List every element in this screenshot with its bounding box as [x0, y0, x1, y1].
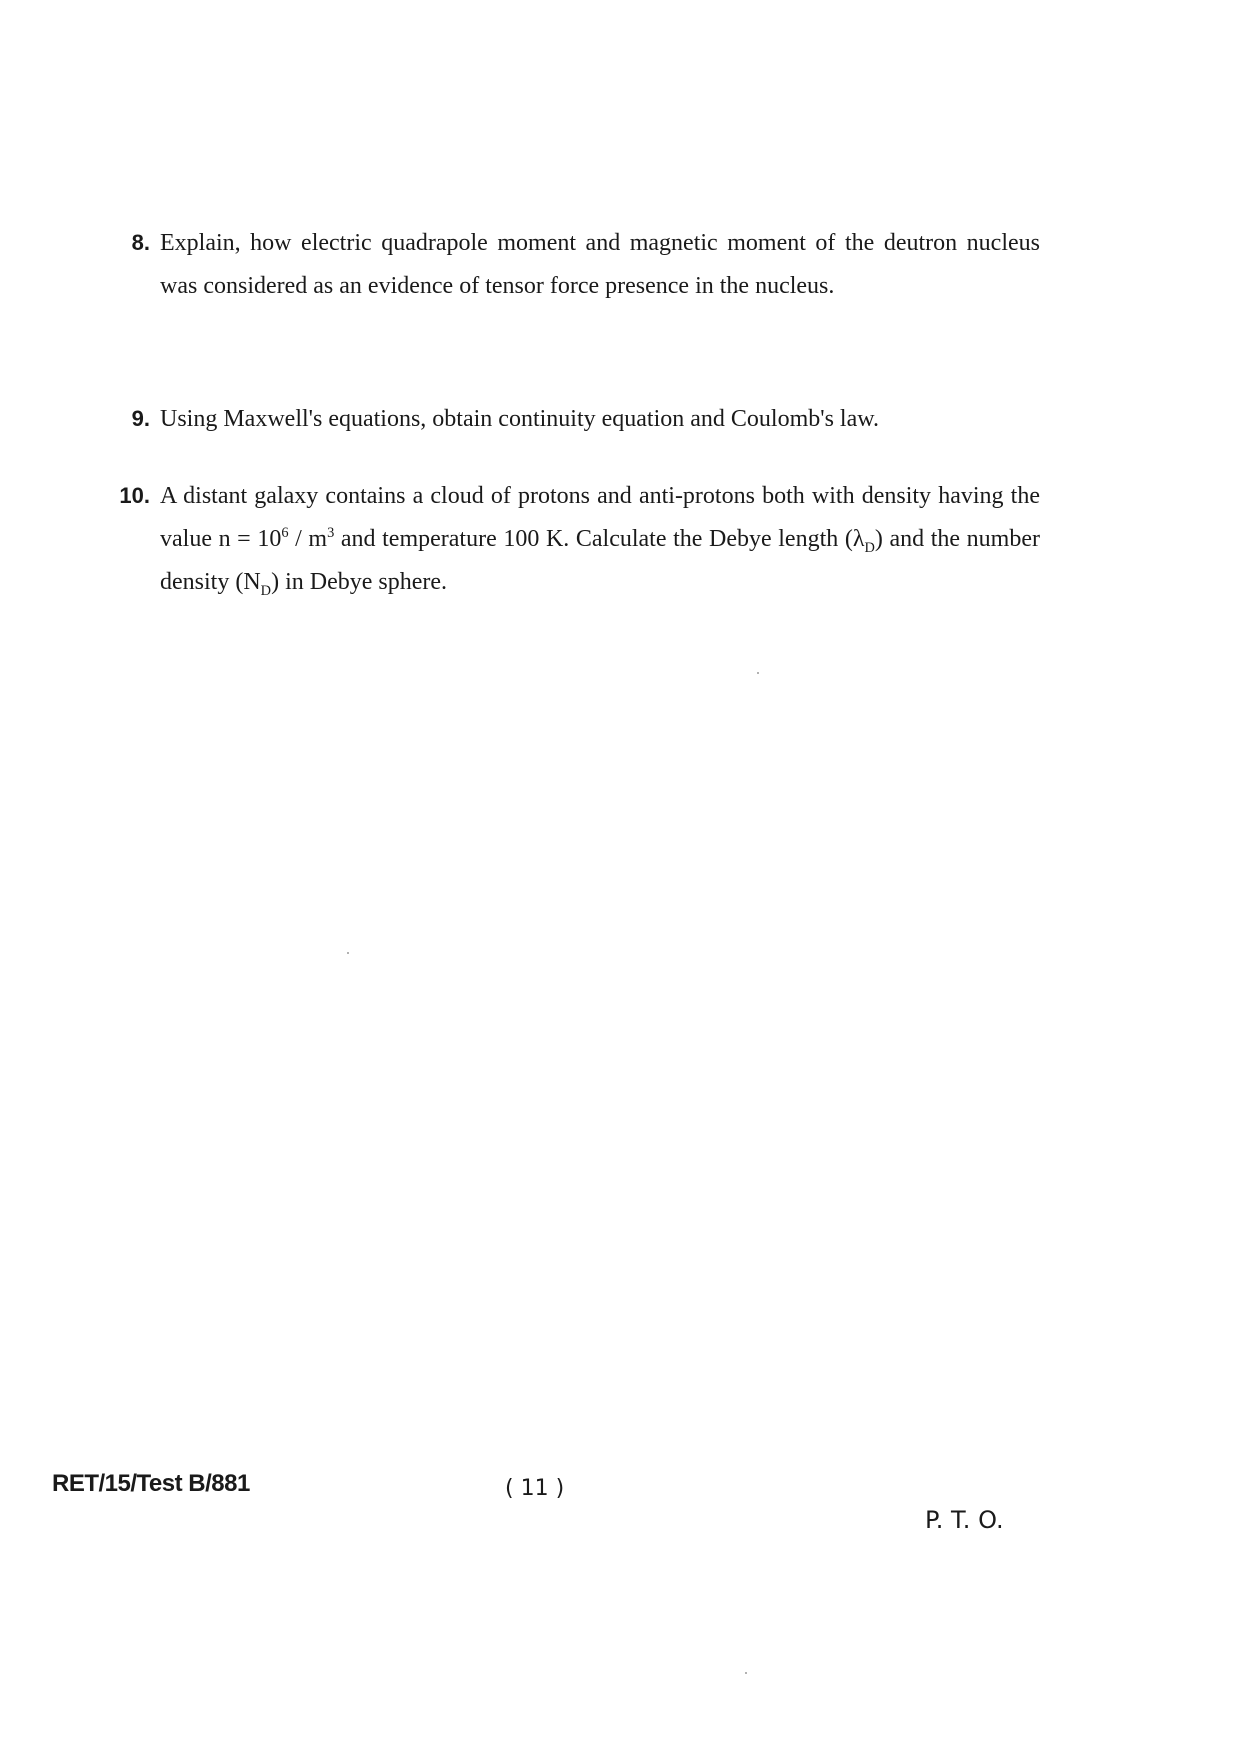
text-segment: ) in Debye sphere. — [271, 569, 448, 595]
paper-code: RET/15/Test B/881 — [52, 1470, 250, 1497]
density-unit: / m — [288, 526, 328, 552]
number-density-symbol: N — [243, 569, 261, 595]
scan-speck — [745, 1672, 747, 1674]
text-segment: A distant galaxy contains a cloud of protons and anti-protons both with density having the value — [160, 483, 1040, 552]
question-number: 10. — [119, 483, 150, 508]
question-text: Using Maxwell's equations, obtain continuity equation and Coulomb's law. — [160, 406, 880, 432]
scan-speck — [757, 672, 759, 674]
scan-speck — [347, 952, 349, 954]
question-text: Explain, how electric quadrapole moment and magnetic moment of the deutron nucleus was considered as an evidence of tensor force presence in the nucleus. — [160, 230, 1040, 299]
density-base: n = 10 — [218, 526, 282, 552]
text-segment: ) and the number density ( — [160, 526, 1040, 595]
density-exponent: 6 — [281, 525, 289, 541]
please-turn-over: P. T. O. — [925, 1506, 1004, 1534]
debye-length-symbol: λ — [852, 526, 865, 552]
number-density-subscript: D — [260, 582, 272, 599]
text-segment: and temperature 100 K. Calculate the Debye length ( — [334, 526, 853, 552]
unit-exponent: 3 — [327, 525, 335, 541]
question-text — [160, 475, 1040, 604]
question-number: 9. — [131, 406, 150, 431]
density-expression — [219, 526, 335, 552]
question-number: 8. — [131, 230, 150, 255]
debye-length-subscript: D — [864, 539, 875, 556]
page-number: ( 11 ) — [505, 1476, 565, 1501]
